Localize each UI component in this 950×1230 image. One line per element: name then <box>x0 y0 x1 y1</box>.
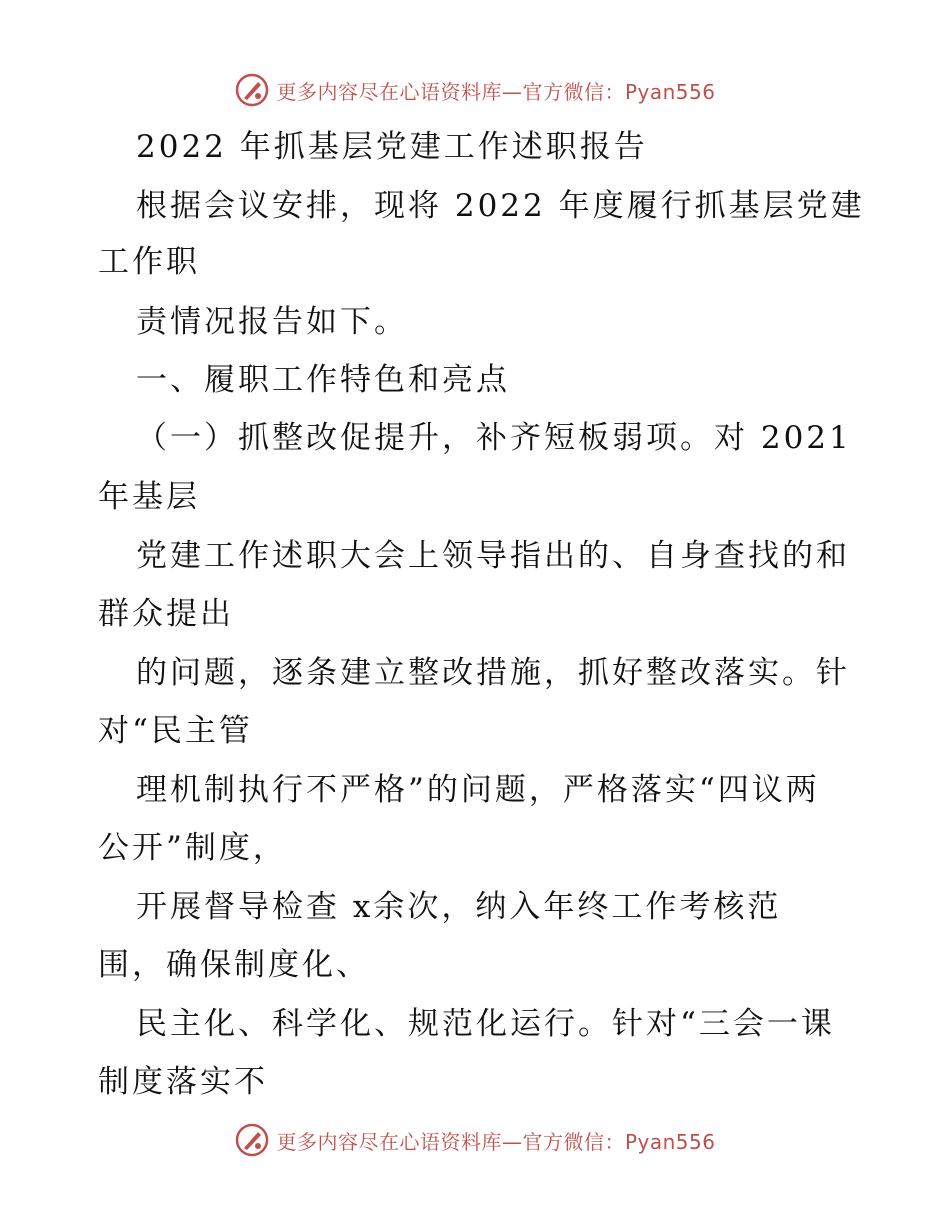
paragraph-line: 理机制执行不严格”的问题，严格落实“四议两 <box>136 772 820 808</box>
document-title: 2022 年抓基层党建工作述职报告 <box>136 129 648 165</box>
paragraph-line: 围，确保制度化、 <box>98 947 370 983</box>
watermark-text: 更多内容尽在心语资料库—官方微信：Pyan556 <box>276 1129 716 1154</box>
paragraph-line: 的问题，逐条建立整改措施，抓好整改落实。针 <box>136 655 850 691</box>
section-heading: 一、履职工作特色和亮点 <box>136 362 510 398</box>
quill-seal-icon <box>234 1122 270 1158</box>
subsection-heading: （一）抓整改促提升，补齐短板弱项。对 2021 <box>136 420 852 456</box>
paragraph-line: 年基层 <box>98 479 200 515</box>
paragraph-line: 工作职 <box>98 244 200 280</box>
paragraph-line: 群众提出 <box>98 596 234 632</box>
paragraph-line: 开展督导检查 x余次，纳入年终工作考核范 <box>136 889 782 925</box>
paragraph-line: 党建工作述职大会上领导指出的、自身查找的和 <box>136 538 850 574</box>
paragraph-line: 责情况报告如下。 <box>136 304 408 340</box>
watermark-text: 更多内容尽在心语资料库—官方微信：Pyan556 <box>276 79 716 104</box>
footer-watermark <box>0 1120 950 1160</box>
paragraph-line: 对“民主管 <box>98 713 253 749</box>
paragraph-line: 制度落实不 <box>98 1064 268 1100</box>
paragraph-line: 民主化、科学化、规范化运行。针对“三会一课 <box>136 1006 835 1042</box>
paragraph-line: 根据会议安排，现将 2022 年度履行抓基层党建 <box>136 188 865 224</box>
paragraph-line: 公开”制度， <box>98 830 287 866</box>
